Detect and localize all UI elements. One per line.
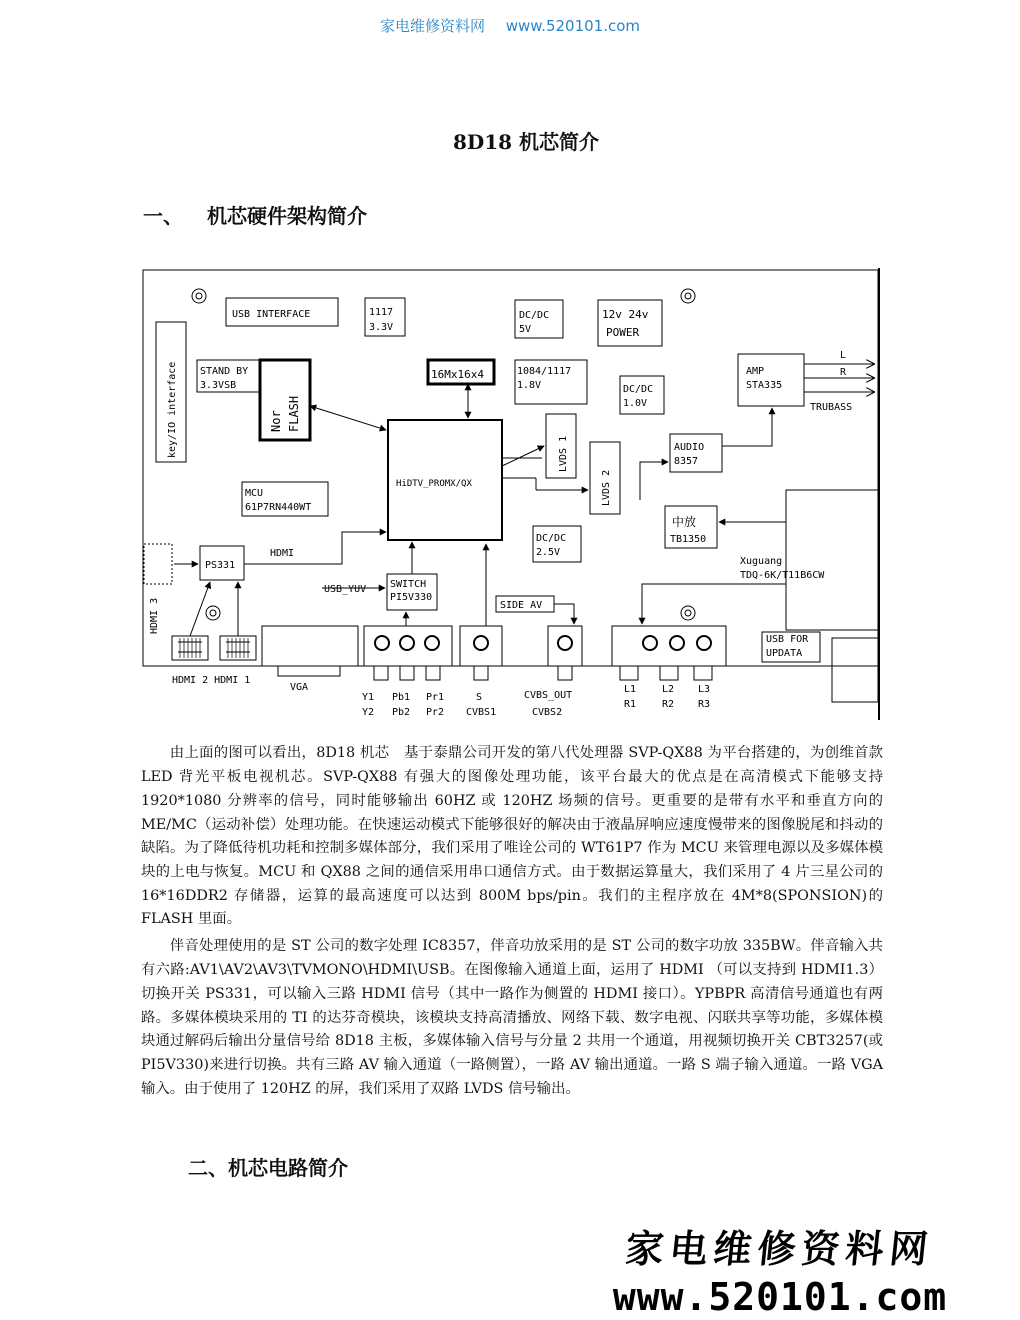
soc-label: HiDTV_PROMX/QX [396, 479, 472, 489]
cvbs-port-label-a: CVBS_OUT [524, 690, 573, 701]
sideav-arrow [554, 604, 574, 624]
flash-label: FLASH [287, 395, 301, 432]
s-connector [460, 626, 502, 666]
jack-l3 [697, 636, 711, 650]
section-2-heading: 二、机芯电路简介 [188, 1156, 348, 1180]
vga-connector [262, 626, 358, 666]
nor-flash-block [260, 360, 310, 440]
amp-label-a: AMP [746, 366, 765, 377]
cvbs-connector [548, 626, 582, 666]
reg1084-label-b: 1.8V [517, 380, 542, 391]
ps331-soc-arrow [244, 532, 386, 564]
pr-port-label-b: Pr2 [426, 707, 445, 718]
nor-label: Nor [269, 410, 283, 432]
usb-for-label-b: UPDATA [766, 648, 803, 659]
jack-pr [425, 636, 439, 650]
jack-s [474, 636, 488, 650]
out-l-label: L [840, 350, 847, 361]
tuner-label-a: Xuguang [740, 556, 783, 567]
jack-l1 [643, 636, 657, 650]
hdmi2-connector [172, 636, 208, 660]
hdmi1-connector [220, 636, 256, 660]
to-audio-arrow [640, 462, 668, 500]
ddr-label: 16Mx16x4 [431, 368, 484, 381]
pb-port-label-a: Pb1 [392, 692, 411, 703]
tuner-block [786, 490, 878, 630]
site-url[interactable]: www.520101.com [505, 17, 641, 35]
mount-hole-inner [685, 293, 691, 299]
watermark-line-1: 家电维修资料网 [623, 1226, 937, 1271]
plug-pr [426, 666, 440, 680]
dcdc1-label-b: 1.0V [623, 398, 648, 409]
dcdc5-label-a: DC/DC [519, 310, 550, 321]
l3-port-label-b: R3 [698, 699, 711, 710]
lvds2-label: LVDS 2 [601, 469, 612, 506]
l1-port-label-a: L1 [624, 684, 637, 695]
reg1084-label-a: 1084/1117 [517, 366, 572, 377]
tuner-label-b: TDQ-6K/T11B6CW [740, 570, 825, 581]
vga-plug [278, 666, 340, 676]
usb-update-plug [832, 638, 878, 702]
paragraph-2: 伴音处理使用的是 ST 公司的数字处理 IC8357，伴音功放采用的是 ST 公司的数字功放 335BW。伴音输入共有六路:AV1\AV2\AV3\TVMONO\HDMI\USB。在图像输入通道上面，运用了 HDMI （可以支持到 HDMI1.3）切换开关 PS331，可以输入三路 HDMI 信号（其中一路作为侧置的 HDMI 接口）。YPBPR 高清信号通道也有两路。多媒体模块采用的 TI 的达芬奇模块，该模块支持高清播放、网络下载、数字电视、闪联共享等功能，多媒体模块通过解码后输出分量信号给 8D18 主板，多媒体输入信号与分量 2 共用一个通道，用视频切换开关 CBT3257(或 PI5V330)来进行切换。共有三路 AV 输入通道（一路侧置），一路 AV 输出通道。一路 S 端子输入通道。一路 VGA 输入。由于使用了 120HZ 的屏，我们采用了双路 LVDS 信号输出。 [141, 938, 883, 1097]
hdmi-pin-lines [180, 638, 248, 658]
switch-label-b: PI5V330 [390, 592, 433, 603]
usb-for-label-a: USB FOR [766, 634, 809, 645]
page-header [0, 15, 1020, 36]
usb-interface-label: USB INTERFACE [232, 309, 311, 320]
mount-hole [192, 289, 206, 303]
mount-hole-inner [196, 293, 202, 299]
section-1-number: 一、 [143, 204, 183, 228]
flash-soc-link [310, 406, 386, 430]
amp-label-b: STA335 [746, 380, 783, 391]
vga-port-label: VGA [290, 682, 309, 693]
mcu-label-a: MCU [245, 488, 264, 499]
page-title: 8D18 机芯简介 [452, 130, 600, 154]
mount-hole-inner [685, 610, 691, 616]
audio-amp-arrow [722, 408, 772, 446]
l3-port-label-a: L3 [698, 684, 711, 695]
reg1117-label-a: 1117 [369, 307, 394, 318]
ps331-label: PS331 [205, 560, 236, 571]
plug-s [474, 666, 488, 680]
tuner-av-line [642, 584, 786, 624]
watermark-line-2: www.520101.com [612, 1275, 948, 1319]
audio-in-connector [612, 626, 726, 666]
hdmi3-connector [144, 544, 172, 584]
hdmi3-label: HDMI 3 [149, 597, 160, 634]
section-1-title: 机芯硬件架构简介 [207, 204, 367, 228]
jack-cvbs [558, 636, 572, 650]
pr-port-label-a: Pr1 [426, 692, 445, 703]
mount-hole [681, 289, 695, 303]
plug-y [374, 666, 388, 680]
power-block [598, 300, 662, 346]
jack-l2 [670, 636, 684, 650]
cvbs-port-label-b: CVBS2 [532, 707, 563, 718]
plug-l3 [694, 666, 712, 680]
jack-pb [400, 636, 414, 650]
hdmi-link-label: HDMI [270, 548, 295, 559]
plug-l1 [620, 666, 638, 680]
if-label-a: 中放 [672, 515, 697, 529]
switch-label-a: SWITCH [390, 579, 427, 590]
paragraph-1: 由上面的图可以看出，8D18 机芯 基于泰鼎公司开发的第八代处理器 SVP-QX88 为平台搭建的，为创维首款 LED 背光平板电视机芯。SVP-QX88 有强大的图像处理功能，该平台最大的优点是在高清模式下能够支持 1920*1080 分辨率的信号，同时能够输出 60HZ 或 120HZ 场频的信号。更重要的是带有水平和垂直方向的 ME/MC（运动补偿）处理功能。在快速运动模式下能够很好的解决由于液晶屏响应速度慢带来的图像脱尾和抖动的缺陷。为了降低待机功耗和控制多媒体部分，我们采用了唯诠公司的 WT61P7 作为 MCU 来管理电源以及多媒体模块的上电与恢复。MCU 和 QX88 之间的通信采用串口通信方式。由于数据运算量大，我们采用了 4 片三星公司的 16*16DDR2 存储器，运算的最高速度可以达到 800M bps/pin。我们的主程序放在 4M*8(SPONSION)的 FLASH 里面。 [141, 745, 883, 928]
dcdc1-label-a: DC/DC [623, 384, 654, 395]
s-port-label-a: S [476, 692, 483, 703]
watermark-logo [600, 1218, 960, 1319]
side-av-label: SIDE AV [500, 600, 543, 611]
l1-port-label-b: R1 [624, 699, 637, 710]
mcu-label-b: 61P7RN440WT [245, 502, 312, 513]
usb-yuv-label: USB_YUV [324, 584, 367, 595]
section-1-heading [143, 200, 367, 229]
plug-cvbs [558, 666, 572, 680]
mount-hole [206, 606, 220, 620]
l2-port-label-a: L2 [662, 684, 675, 695]
plug-pb [400, 666, 414, 680]
audio-label-b: 8357 [674, 456, 699, 467]
out-r-label: R [840, 367, 847, 378]
l2-port-label-b: R2 [662, 699, 675, 710]
hardware-block-diagram [142, 268, 882, 720]
if-label-b: TB1350 [670, 534, 707, 545]
hdmi-pins [178, 642, 250, 652]
dcdc5-label-b: 5V [519, 324, 532, 335]
trubass-label: TRUBASS [810, 402, 853, 413]
jack-y [375, 636, 389, 650]
power-label-a: 12v 24v [602, 308, 649, 321]
s-port-label-b: CVBS1 [466, 707, 497, 718]
y-port-label-b: Y2 [362, 707, 375, 718]
audio-label-a: AUDIO [674, 442, 705, 453]
reg1117-label-b: 3.3V [369, 322, 394, 333]
standby-label-b: 3.3VSB [200, 380, 237, 391]
plug-l2 [660, 666, 678, 680]
soc-lvds1-link [502, 446, 544, 466]
hdmi2-1-port-label: HDMI 2 HDMI 1 [172, 675, 251, 686]
dcdc25-label-b: 2.5V [536, 547, 561, 558]
lvds1-label: LVDS 1 [558, 435, 569, 472]
power-label-b: POWER [606, 326, 640, 339]
site-name: 家电维修资料网 [379, 17, 485, 35]
mount-hole-inner [210, 610, 216, 616]
dcdc25-label-a: DC/DC [536, 533, 567, 544]
mount-hole [681, 606, 695, 620]
key-io-label: key/IO interface [167, 361, 178, 458]
y-port-label-a: Y1 [362, 692, 375, 703]
standby-label-a: STAND BY [200, 366, 249, 377]
pb-port-label-b: Pb2 [392, 707, 411, 718]
